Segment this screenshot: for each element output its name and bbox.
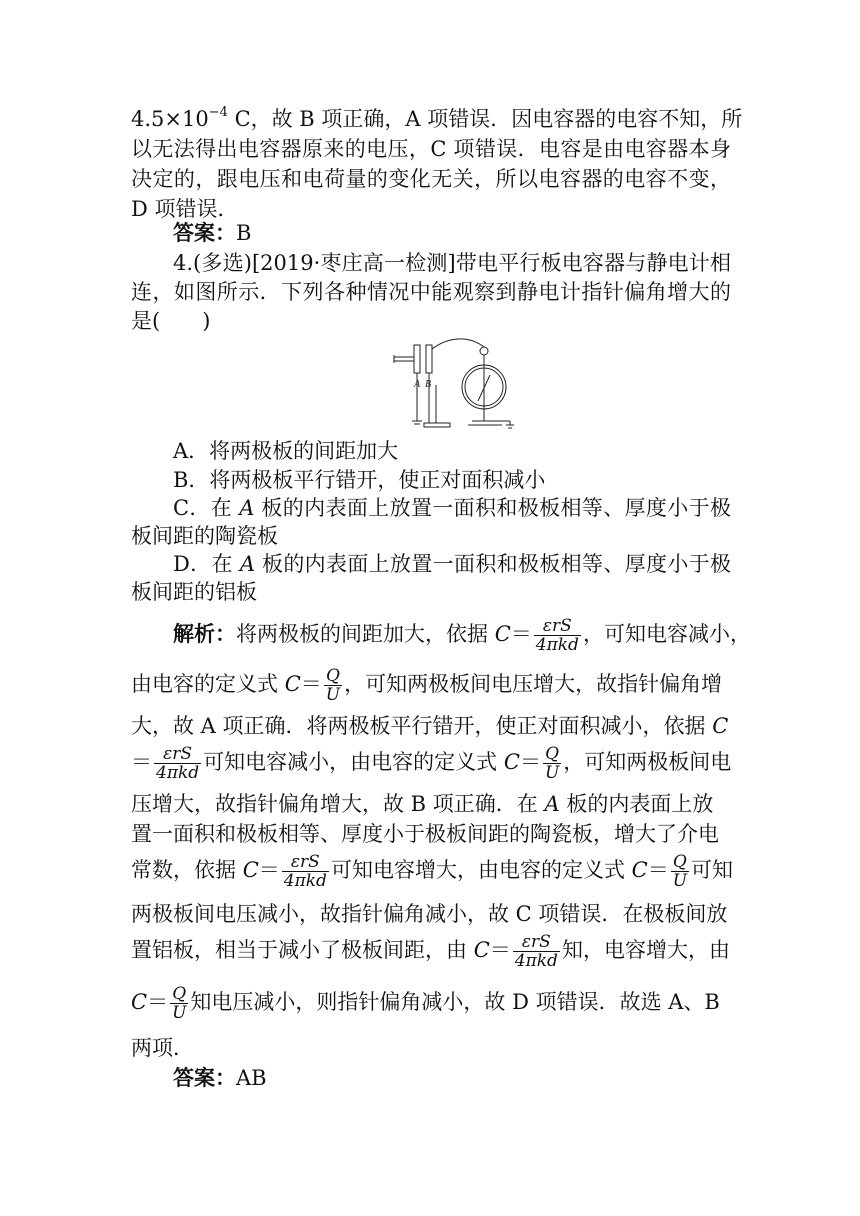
- solution-line-10: C＝ $\frac{Q}{U}$ 知电压减小，则指针偏角减小，故 D 项错误．故选 A、B: [131, 984, 720, 1023]
- prev-line-4: D 项错误．: [131, 197, 239, 221]
- solution-line-3: 大，故 A 项正确．将两极板平行错开，使正对面积减小，依据 C: [131, 714, 729, 738]
- option-b: B．将两极板平行错开，使正对面积减小: [173, 468, 546, 492]
- option-c: C．在 A 板的内表面上放置一面积和极板相等、厚度小于极: [173, 496, 731, 520]
- capacitance-formula: $\frac{\text{εrS}}{\text{4πkd}}$: [283, 852, 327, 891]
- solution-line-8: 两极板间电压减小，故指针偏角减小，故 C 项错误．在极板间放: [131, 902, 728, 926]
- prev-line-1: $4.5\times 10^{-4}$ C，故 B 项正确，A 项错误．因电容器的电容不知，所: [131, 105, 743, 131]
- question-line-1: 4.(多选)[2019·枣庄高一检测]带电平行板电容器与静电计相: [173, 251, 731, 275]
- solution-line-7: 常数，依据 C＝ $\frac{\text{εrS}}{\text{4πkd}}$ 可知电容增大，由电容的定义式 C＝ $\frac{Q}{U}$ 可知: [131, 852, 734, 891]
- definition-formula: $\frac{Q}{U}$: [325, 666, 341, 705]
- capacitor-electrometer-figure: [388, 335, 518, 435]
- prev-line-3: 决定的，跟电压和电荷量的变化无关，所以电容器的电容不变，: [131, 167, 731, 191]
- capacitance-formula: $\frac{\text{εrS}}{\text{4πkd}}$: [514, 932, 558, 971]
- solution-line-1: 解析：将两极板的间距加大，依据 C＝ $\frac{\text{εrS}}{\text{4πkd}}$ ，可知电容减小，: [173, 616, 751, 655]
- definition-formula: $\frac{Q}{U}$: [672, 852, 688, 891]
- solution-line-11: 两项．: [131, 1036, 194, 1060]
- solution-answer: 答案：AB: [173, 1065, 267, 1090]
- solution-line-6: 置一面积和极板相等、厚度小于极板间距的陶瓷板，增大了介电: [131, 822, 719, 846]
- solution-line-4: ＝ $\frac{\text{εrS}}{\text{4πkd}}$ 可知电容减小，由电容的定义式 C＝ $\frac{Q}{U}$ ，可知两极板间电: [131, 744, 732, 783]
- plate-b-label: B: [425, 379, 432, 390]
- prev-line-2: 以无法得出电容器原来的电压，C 项错误．电容是由电容器本身: [131, 137, 731, 161]
- plate-a-label: A: [414, 379, 421, 390]
- option-c-cont: 板间距的陶瓷板: [131, 524, 278, 548]
- question-line-2: 连，如图所示．下列各种情况中能观察到静电计指针偏角增大的: [131, 280, 731, 304]
- solution-line-9: 置铝板，相当于减小了极板间距，由 C＝ $\frac{\text{εrS}}{\text{4πkd}}$ 知，电容增大，由: [131, 932, 730, 971]
- option-d: D．在 A 板的内表面上放置一面积和极板相等、厚度小于极: [173, 552, 731, 576]
- capacitance-formula: $\frac{\text{εrS}}{\text{4πkd}}$: [156, 744, 200, 783]
- question-line-3: 是( ): [131, 309, 211, 333]
- prev-answer: 答案：B: [173, 220, 252, 245]
- option-a: A．将两极板的间距加大: [173, 439, 399, 463]
- definition-formula: $\frac{Q}{U}$: [172, 984, 187, 1023]
- option-d-cont: 板间距的铝板: [131, 580, 257, 604]
- solution-line-5: 压增大，故指针偏角增大，故 B 项正确．在 A 板的内表面上放: [131, 792, 714, 816]
- definition-formula: $\frac{Q}{U}$: [544, 744, 560, 783]
- capacitance-formula: $\frac{\text{εrS}}{\text{4πkd}}$: [535, 616, 579, 655]
- solution-line-2: 由电容的定义式 C＝ $\frac{Q}{U}$ ，可知两极板间电压增大，故指针偏角增: [131, 666, 723, 705]
